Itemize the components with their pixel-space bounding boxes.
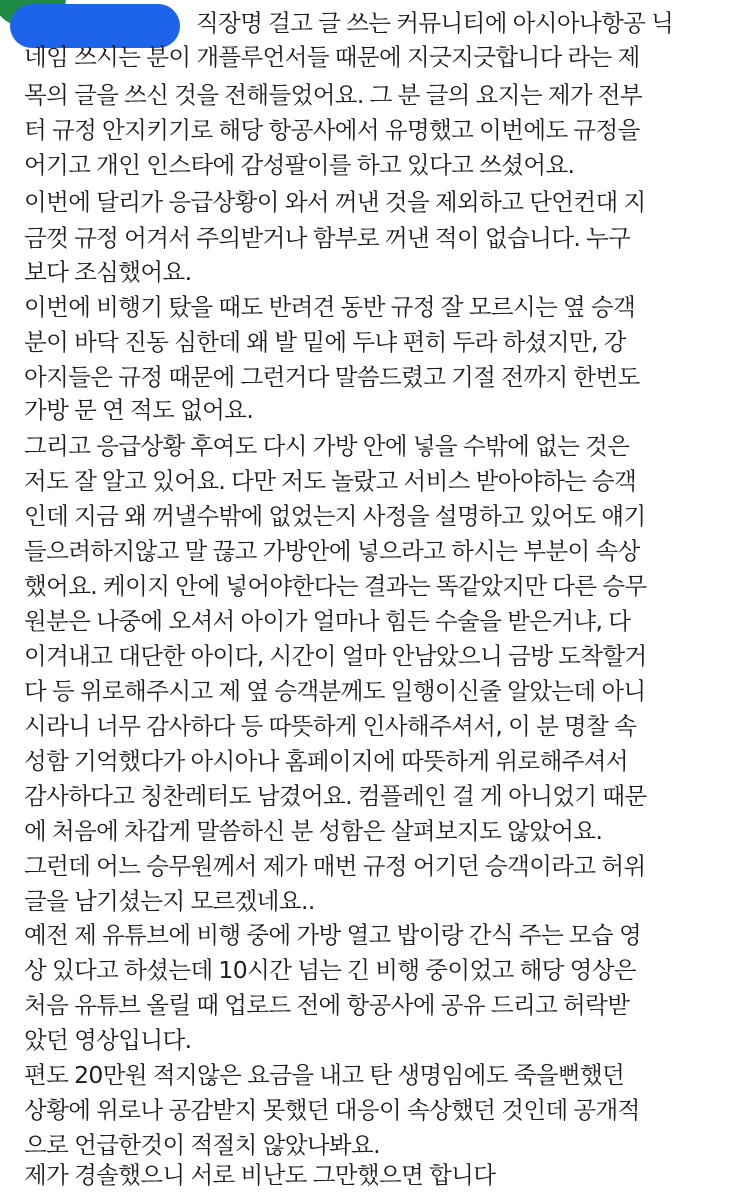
text-line: 들으려하지않고 말 끊고 가방안에 넣으라고 하시는 부분이 속상 bbox=[24, 537, 640, 565]
text-line: 원분은 나중에 오셔서 아이가 얼마나 힘든 수술을 받은거냐, 다 bbox=[24, 607, 631, 635]
text-line: 아지들은 규정 때문에 그런거다 말씀드렸고 기절 전까지 한번도 bbox=[24, 363, 640, 391]
text-line: 다 등 위로해주시고 제 옆 승객분께도 일행이신줄 알았는데 아니 bbox=[24, 677, 646, 705]
text-line: 목의 글을 쓰신 것을 전해들었어요. 그 분 글의 요지는 제가 전부 bbox=[24, 81, 643, 109]
text-line: 저도 잘 알고 있어요. 다만 저도 놀랐고 서비스 받아야하는 승객 bbox=[24, 467, 637, 495]
text-line: 제가 경솔했으니 서로 비난도 그만했으면 합니다 bbox=[24, 1161, 496, 1189]
text-line: 예전 제 유튜브에 비행 중에 가방 열고 밥이랑 간식 주는 모습 영 bbox=[24, 921, 642, 949]
text-line: 에 처음에 차갑게 말씀하신 분 성함은 살펴보지도 않았어요. bbox=[24, 817, 603, 845]
text-line: 글을 남기셨는지 모르겠네요.. bbox=[24, 887, 315, 915]
text-line: 어기고 개인 인스타에 감성팔이를 하고 있다고 쓰셨어요. bbox=[24, 151, 575, 179]
text-line: 인데 지금 왜 꺼낼수밖에 없었는지 사정을 설명하고 있어도 얘기 bbox=[24, 502, 646, 530]
text-line: 했어요. 케이지 안에 넣어야한다는 결과는 똑같았지만 다른 승무 bbox=[24, 572, 647, 600]
text-line: 분이 바닥 진동 심한데 왜 발 밑에 두냐 편히 두라 하셨지만, 강 bbox=[24, 328, 626, 356]
text-line: 이번에 달리가 응급상황이 와서 꺼낸 것을 제외하고 단언컨대 지 bbox=[24, 188, 646, 216]
text-line: 상 있다고 하셨는데 10시간 넘는 긴 비행 중이었고 해당 영상은 bbox=[24, 956, 636, 984]
text-line: 상황에 위로나 공감받지 못했던 대응이 속상했던 것인데 공개적 bbox=[24, 1096, 640, 1124]
text-line: 가방 문 연 적도 없어요. bbox=[24, 396, 254, 424]
text-line: 이겨내고 대단한 아이다, 시간이 얼마 안남았으니 금방 도착할거 bbox=[24, 642, 647, 670]
text-line: 직장명 걸고 글 쓰는 커뮤니티에 아시아나항공 닉 bbox=[196, 9, 674, 37]
text-line: 그런데 어느 승무원께서 제가 매번 규정 어기던 승객이라고 허위 bbox=[24, 852, 646, 880]
text-line: 네임 쓰시는 분이 개플루언서들 때문에 지긋지긋합니다 라는 제 bbox=[24, 43, 640, 71]
text-line: 시라니 너무 감사하다 등 따뜻하게 인사해주셔서, 이 분 명찰 속 bbox=[24, 712, 637, 740]
text-line: 보다 조심했어요. bbox=[24, 258, 192, 286]
text-line: 으로 언급한것이 적절치 않았나봐요. bbox=[24, 1131, 380, 1159]
text-line: 처음 유튜브 올릴 때 업로드 전에 항공사에 공유 드리고 허락받 bbox=[24, 991, 630, 1019]
text-line: 았던 영상입니다. bbox=[24, 1026, 192, 1054]
text-line: 이번에 비행기 탔을 때도 반려견 동반 규정 잘 모르시는 옆 승객 bbox=[24, 293, 636, 321]
text-line: 금껏 규정 어겨서 주의받거나 함부로 꺼낸 적이 없습니다. 누구 bbox=[24, 224, 631, 252]
text-line: 편도 20만원 적지않은 요금을 내고 탄 생명임에도 죽을뻔했던 bbox=[24, 1061, 625, 1089]
text-line: 감사하다고 칭찬레터도 남겼어요. 컴플레인 걸 게 아니었기 때문 bbox=[24, 782, 647, 810]
text-line: 터 규정 안지키기로 해당 항공사에서 유명했고 이번에도 규정을 bbox=[24, 116, 640, 144]
text-line: 성함 기억했다가 아시아나 홈페이지에 따뜻하게 위로해주셔서 bbox=[24, 747, 628, 775]
text-line: 그리고 응급상황 후여도 다시 가방 안에 넣을 수밖에 없는 것은 bbox=[24, 432, 630, 460]
